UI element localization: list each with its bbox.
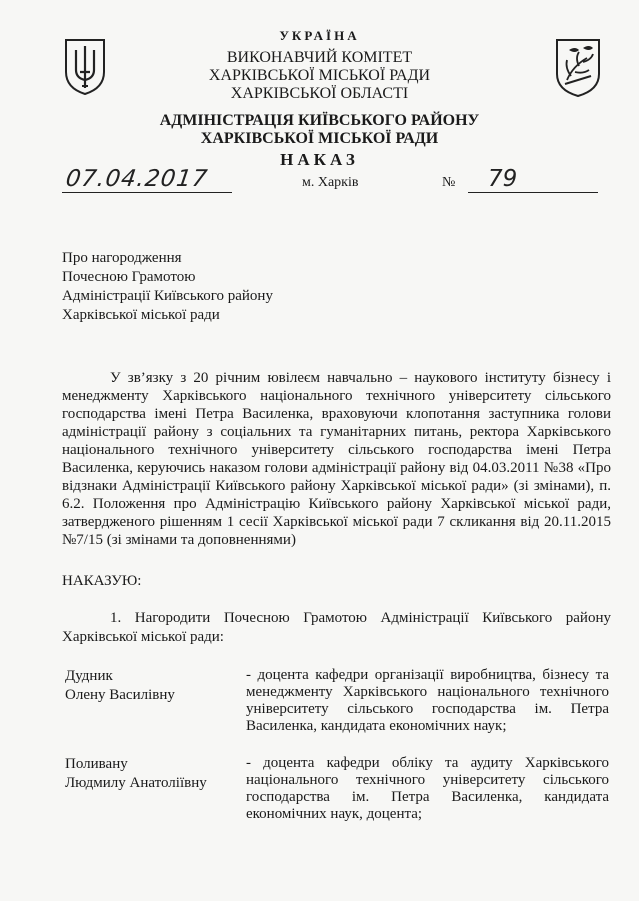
- subject-line: Харківської міської ради: [62, 307, 220, 323]
- awardee-surname: Дудник: [65, 668, 113, 684]
- subject-line: Почесною Грамотою: [62, 269, 196, 285]
- administration-line: АДМІНІСТРАЦІЯ КИЇВСЬКОГО РАЙОНУ: [159, 112, 480, 129]
- subject-line: Адміністрації Київського району: [62, 288, 273, 304]
- awardee-name: [65, 667, 175, 705]
- order-item-1: 1. Нагородити Почесною Грамотою Адміністрації Київського району Харківської міської ради:: [62, 610, 611, 645]
- administration-line: ХАРКІВСЬКОЇ МІСЬКОЇ РАДИ: [200, 130, 439, 147]
- handwritten-date: 07.04.2017: [64, 166, 210, 192]
- authority-heading: [0, 49, 639, 103]
- preamble-paragraph: У зв’язку з 20 річним ювілеєм навчально – наукового інституту бізнесу і менеджменту Харківського національного технічного університету сільського господарства імені Петра Василенка, враховуючи клопотання заступника голови адміністрації району з соціальних та гуманітарних питань, ректора Харківського національного технічного університету сільського господарства імені Петра Василенка, керуючись наказом голови адміністрації району від 04.03.2011 №38 «Про відзнаки Адміністрації Київського району Харківської міської ради» (зі змінами), п. 6.2. Положення про Адміністрацію Київського району Харківської міської ради, затвердженого рішенням 1 сесії Харківської міської ради 7 скликання від 20.11.2015 №7/15 (зі змінами та доповненнями): [62, 370, 611, 548]
- country-name: УКРАЇНА: [279, 28, 360, 43]
- administration-heading: [0, 112, 639, 148]
- awardee-given-names: Людмилу Анатоліївну: [65, 775, 207, 791]
- authority-line: ХАРКІВСЬКОЇ ОБЛАСТІ: [230, 85, 409, 102]
- handwritten-number: 79: [488, 166, 518, 192]
- order-word: НАКАЗУЮ:: [62, 573, 142, 589]
- date-underline: [62, 192, 232, 193]
- subject-line: Про нагородження: [62, 250, 182, 266]
- authority-line: ВИКОНАВЧИЙ КОМІТЕТ: [226, 49, 413, 66]
- authority-line: ХАРКІВСЬКОЇ МІСЬКОЇ РАДИ: [208, 67, 431, 84]
- number-underline: [468, 192, 598, 193]
- subject-block: [62, 249, 273, 325]
- document-type-title: НАКАЗ: [280, 150, 359, 169]
- awardee-description: - доцента кафедри обліку та аудиту Харківського національного технічного університету сільського господарства ім. Петра Василенка, кандидата економічних наук, доцента;: [246, 755, 609, 822]
- number-label: №: [442, 175, 456, 190]
- awardee-name: [65, 755, 207, 793]
- awardee-surname: Поливану: [65, 756, 128, 772]
- city-label: м. Харків: [302, 175, 359, 190]
- awardee-given-names: Олену Василівну: [65, 687, 175, 703]
- awardee-description: - доцента кафедри організації виробництва, бізнесу та менеджменту Харківського національного технічного університету сільського господарства ім. Петра Василенка, кандидата економічних наук;: [246, 667, 609, 734]
